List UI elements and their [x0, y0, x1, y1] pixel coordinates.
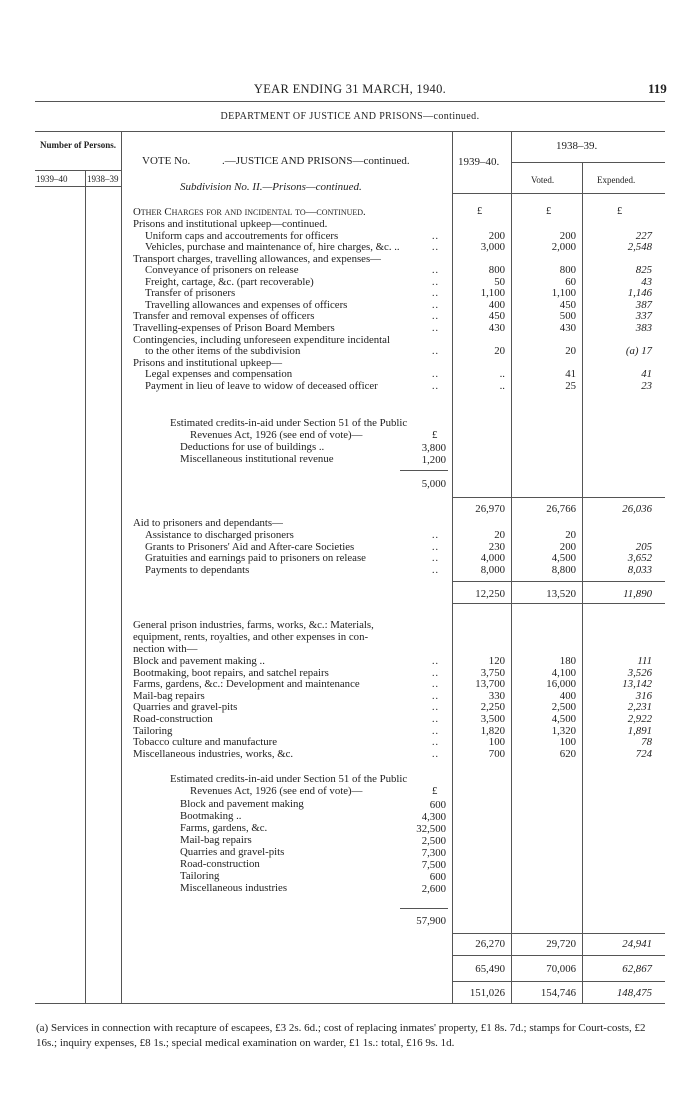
section2-row-label: Grants to Prisoners' Aid and After-care Societies: [145, 540, 355, 553]
section2-heading: Aid to prisoners and dependants—: [133, 517, 283, 529]
section1-row-expended: 2,548: [627, 241, 652, 254]
leader-dots: ..: [432, 737, 439, 749]
table-top-rule: [35, 131, 665, 132]
total-rule-1: [452, 955, 665, 956]
section1-row-label: to the other items of the subdivision: [145, 345, 301, 358]
section2-row-expended: 205: [635, 540, 652, 553]
section2-subtotal-expended: 11,890: [623, 588, 652, 600]
section3-credit-label: Block and pavement making: [180, 798, 304, 810]
section3-credit-value: 2,600: [421, 883, 446, 895]
section2-row-voted: 8,800: [551, 563, 576, 576]
persons-header: Number of Persons.: [39, 140, 117, 150]
section3-row-voted: 1,320: [551, 724, 576, 737]
section1-row-expended: 41: [641, 368, 652, 381]
credits3-total: 57,900: [416, 915, 446, 927]
section1-row-label: Uniform caps and accoutrements for officers: [145, 229, 339, 242]
pound-voted: £: [546, 206, 552, 217]
leader-dots: ..: [432, 242, 439, 254]
leader-dots: ..: [432, 714, 439, 725]
section3-row-label: Miscellaneous industries, works, &c.: [133, 747, 294, 760]
section3-row-1939: 3,750: [480, 666, 505, 679]
section1-row-voted: 1,100: [551, 287, 576, 300]
section1-row-voted: 500: [559, 310, 576, 323]
section1-row-expended: 825: [635, 264, 652, 277]
col-header-1938: 1938–39.: [556, 140, 598, 152]
section1-row-label: Prisons and institutional upkeep—continued.: [133, 218, 328, 230]
section2-rule-bottom: [452, 603, 665, 604]
section1-row-expended: (a) 17: [625, 345, 652, 358]
pound-expended: £: [617, 206, 623, 217]
section1-row-1939: 800: [488, 264, 505, 277]
section1-row-label: Transfer and removal expenses of officers: [133, 310, 315, 323]
divider-persons: [85, 170, 86, 1003]
vote-label: VOTE No.: [142, 155, 191, 167]
section1-row-voted: 20: [565, 345, 576, 358]
section3-row-label: Tobacco culture and manufacture: [133, 736, 278, 749]
total-rule-2: [452, 981, 665, 982]
section1-row-voted: 450: [559, 298, 576, 311]
persons-rule: [35, 170, 121, 171]
section3-row-voted: 2,500: [551, 701, 576, 714]
vote-title: .—JUSTICE AND PRISONS—continued.: [222, 155, 410, 167]
section3-row-voted: 4,500: [551, 713, 576, 725]
section1-row-expended: 387: [635, 298, 652, 311]
section3-credit-value: 4,300: [421, 811, 446, 823]
persons-year-1938: 1938–39: [87, 174, 119, 184]
page-title: YEAR ENDING 31 MARCH, 1940.: [253, 82, 447, 96]
leader-dots: ..: [432, 541, 439, 553]
section2-row-voted: 4,500: [551, 552, 576, 564]
section1-row-expended: 23: [641, 379, 652, 392]
section1-row-voted: 2,000: [551, 241, 576, 254]
section3-credit-value: 600: [429, 799, 446, 811]
section3-row-expended: 111: [637, 655, 652, 667]
section3-row-voted: 620: [559, 747, 576, 760]
total2-1939: 151,026: [469, 987, 505, 999]
section2-row-expended: 8,033: [627, 563, 652, 576]
total2-expended: 148,475: [616, 987, 652, 999]
section3-row-expended: 2,922: [627, 713, 652, 725]
section3-row-label: Quarries and gravel-pits: [133, 701, 238, 714]
section3-credit-label: Quarries and gravel-pits: [180, 846, 285, 858]
section1-row-voted: 60: [565, 275, 576, 288]
section3-row-expended: 1,891: [627, 724, 652, 737]
section1-row-1939: 400: [488, 298, 505, 311]
col-header-expended: Expended.: [597, 175, 636, 185]
leader-dots: ..: [432, 667, 439, 679]
section1-row-label: Contingencies, including unforeseen expenditure incidental: [133, 333, 390, 346]
section1-rule: [452, 497, 665, 498]
section1-row-1939: 200: [488, 229, 505, 242]
section1-row-voted: 200: [559, 229, 576, 242]
section1-row-1939: ..: [499, 379, 505, 392]
section2-row-expended: 3,652: [627, 552, 652, 564]
leader-dots: ..: [432, 380, 439, 392]
section3-row-1939: 100: [488, 736, 505, 749]
section1-row-label: Vehicles, purchase and maintenance of, hire charges, &c. ..: [145, 241, 400, 254]
section1-row-expended: 383: [635, 321, 652, 334]
leader-dots: ..: [432, 311, 439, 323]
section3-credit-label: Tailoring: [180, 870, 220, 882]
section1-credit-label: Miscellaneous institutional revenue: [180, 453, 334, 465]
section1-subtotal-voted: 26,766: [546, 503, 576, 515]
section2-row-label: Assistance to discharged prisoners: [145, 529, 294, 541]
total1-expended: 62,867: [622, 963, 652, 975]
section3-credit-value: 7,500: [421, 859, 446, 871]
section1-row-expended: 43: [641, 275, 652, 288]
col-header-1939: 1939–40.: [458, 156, 500, 168]
section3-rule: [452, 933, 665, 934]
section1-row-label: Prisons and institutional upkeep—: [133, 356, 283, 369]
section1-row-voted: 800: [559, 264, 576, 277]
section3-row-expended: 2,231: [627, 701, 652, 714]
section2-row-1939: 20: [494, 529, 505, 541]
section3-row-label: Road-construction: [133, 713, 213, 725]
section3-row-1939: 330: [488, 689, 505, 702]
section3-row-voted: 100: [559, 736, 576, 749]
section2-row-1939: 230: [488, 540, 505, 553]
section1-row-1939: 450: [488, 310, 505, 323]
section3-credit-label: Miscellaneous industries: [180, 882, 288, 894]
section1-credit-label: Deductions for use of buildings ..: [180, 441, 325, 453]
section3-row-1939: 700: [488, 747, 505, 760]
section1-row-1939: ..: [499, 368, 505, 381]
section3-credit-value: 600: [429, 871, 446, 883]
section3-credit-label: Farms, gardens, &c.: [180, 822, 268, 834]
leader-dots: ..: [432, 276, 439, 288]
persons-year-1939: 1939–40: [36, 174, 68, 184]
section3-row-1939: 13,700: [475, 678, 505, 691]
section2-row-voted: 20: [565, 529, 576, 541]
table-bottom-rule: [35, 1003, 665, 1004]
section3-row-1939: 120: [488, 655, 505, 667]
section2-subtotal-1939: 12,250: [475, 588, 505, 600]
section1-row-label: Transfer of prisoners: [145, 287, 236, 300]
credits3-pound: £: [432, 785, 438, 797]
section1-credit-value: 3,800: [421, 442, 446, 454]
credits3-line1: Estimated credits-in-aid under Section 51 of the Public: [170, 773, 408, 785]
section1-row-label: Travelling allowances and expenses of officers: [145, 298, 348, 311]
section1-row-1939: 3,000: [480, 241, 505, 254]
section3-row-label: Tailoring: [133, 724, 173, 737]
divider-voted: [511, 131, 512, 1003]
department-heading: DEPARTMENT OF JUSTICE AND PRISONS—continued.: [220, 111, 480, 122]
section3-row-label: Bootmaking, boot repairs, and satchel repairs: [133, 666, 329, 679]
leader-dots: ..: [432, 299, 439, 311]
section2-row-voted: 200: [559, 540, 576, 553]
section1-row-voted: 25: [565, 379, 576, 392]
section3-row-expended: 724: [635, 747, 652, 760]
section1-row-1939: 50: [494, 275, 505, 288]
leader-dots: ..: [432, 322, 439, 334]
leader-dots: ..: [432, 679, 439, 691]
section1-row-label: Transport charges, travelling allowances, and expenses—: [133, 252, 381, 265]
section1-row-label: Payment in lieu of leave to widow of deceased officer: [145, 379, 378, 392]
section2-rule: [452, 581, 665, 582]
section3-row-voted: 180: [559, 655, 576, 667]
section1-row-1939: 1,100: [480, 287, 505, 300]
section3-heading-1: General prison industries, farms, works, &c.: Materials,: [133, 619, 374, 631]
page-number: 119: [648, 81, 667, 96]
section2-row-label: Gratuities and earnings paid to prisoners on release: [145, 552, 366, 564]
section1-row-label: Freight, cartage, &c. (part recoverable): [145, 275, 314, 288]
section3-credit-label: Mail-bag repairs: [180, 834, 252, 846]
header-bottom-rule: [452, 193, 665, 194]
credits1-line2: Revenues Act, 1926 (see end of vote)—: [190, 429, 363, 441]
section2-subtotal-voted: 13,520: [546, 588, 576, 600]
leader-dots: ..: [432, 702, 439, 714]
header-rule: [35, 101, 665, 102]
section2-row-label: Payments to dependants: [145, 563, 250, 576]
section3-row-1939: 1,820: [480, 724, 505, 737]
section3-credit-value: 2,500: [421, 835, 446, 847]
section1-heading: Other Charges for and incidental to—continued.: [133, 206, 366, 218]
leader-dots: ..: [432, 369, 439, 381]
section1-row-label: Travelling-expenses of Prison Board Members: [133, 321, 335, 334]
section3-subtotal-1939: 26,270: [475, 938, 505, 950]
header-split-rule: [511, 162, 665, 163]
section1-row-voted: 430: [559, 321, 576, 334]
total1-1939: 65,490: [475, 963, 505, 975]
credits1-total: 5,000: [421, 478, 446, 490]
leader-dots: ..: [432, 725, 439, 737]
leader-dots: ..: [432, 346, 439, 358]
leader-dots: ..: [432, 748, 439, 760]
section1-row-voted: 41: [565, 368, 576, 381]
divider-expended: [582, 162, 583, 1003]
credits1-pound: £: [432, 429, 438, 441]
section3-heading-2: equipment, rents, royalties, and other expenses in con-: [133, 631, 369, 643]
section1-subtotal-1939: 26,970: [475, 503, 505, 515]
section3-row-expended: 316: [635, 689, 652, 702]
section2-row-1939: 4,000: [480, 552, 505, 564]
section3-row-label: Farms, gardens, &c.: Development and maintenance: [133, 678, 360, 691]
credits3-rule: [400, 908, 448, 909]
section3-credit-label: Road-construction: [180, 858, 260, 870]
section3-row-expended: 78: [641, 736, 652, 749]
section3-row-label: Block and pavement making ..: [133, 655, 265, 667]
section3-credit-value: 7,300: [421, 847, 446, 859]
section1-subtotal-expended: 26,036: [622, 503, 652, 515]
section2-row-1939: 8,000: [480, 563, 505, 576]
section1-row-expended: 337: [635, 310, 652, 323]
credits1-rule: [400, 470, 448, 471]
section3-row-voted: 16,000: [546, 678, 576, 691]
leader-dots: ..: [432, 690, 439, 702]
section3-heading-3: nection with—: [133, 643, 198, 655]
section3-row-expended: 13,142: [622, 678, 652, 691]
section3-row-voted: 400: [559, 689, 576, 702]
divider-left: [121, 131, 122, 1003]
footnote: (a) Services in connection with recapture of escapees, £3 2s. 6d.; cost of replacing inmates' property, £1 8s. 7d.; stamps for Court-costs, £2 16s.; inquiry expenses, £8 1s.; special medical examination on warder, £1 1s.: total, £16 9s. 1d.: [36, 1022, 646, 1049]
section1-row-label: Legal expenses and compensation: [145, 368, 293, 381]
leader-dots: ..: [432, 564, 439, 576]
leader-dots: ..: [432, 553, 439, 564]
leader-dots: ..: [432, 230, 439, 242]
section3-row-1939: 2,250: [480, 701, 505, 714]
section3-row-expended: 3,526: [627, 666, 652, 679]
col-header-voted: Voted.: [531, 175, 555, 185]
total1-voted: 70,006: [546, 963, 576, 975]
section1-credit-value: 1,200: [421, 454, 446, 466]
section3-row-voted: 4,100: [551, 666, 576, 679]
leader-dots: ..: [432, 530, 439, 541]
section3-row-1939: 3,500: [480, 713, 505, 725]
section3-credit-label: Bootmaking ..: [180, 810, 242, 822]
section1-row-expended: 227: [635, 229, 652, 242]
section1-row-expended: 1,146: [627, 287, 652, 300]
credits1-line1: Estimated credits-in-aid under Section 51 of the Public: [170, 417, 408, 429]
leader-dots: ..: [432, 288, 439, 300]
total2-voted: 154,746: [540, 987, 576, 999]
leader-dots: ..: [432, 265, 439, 277]
section3-row-label: Mail-bag repairs: [133, 689, 205, 702]
leader-dots: ..: [432, 656, 439, 667]
section1-row-label: Conveyance of prisoners on release: [145, 264, 299, 277]
subdivision-heading: Subdivision No. II.—Prisons—continued.: [180, 181, 362, 193]
section1-row-1939: 430: [488, 321, 505, 334]
section3-credit-value: 32,500: [416, 823, 446, 835]
section3-subtotal-voted: 29,720: [546, 938, 576, 950]
section1-row-1939: 20: [494, 345, 505, 358]
persons-rule-2: [35, 186, 121, 187]
section3-subtotal-expended: 24,941: [622, 938, 652, 950]
credits3-line2: Revenues Act, 1926 (see end of vote)—: [190, 785, 363, 797]
pound-1939: £: [477, 206, 483, 217]
